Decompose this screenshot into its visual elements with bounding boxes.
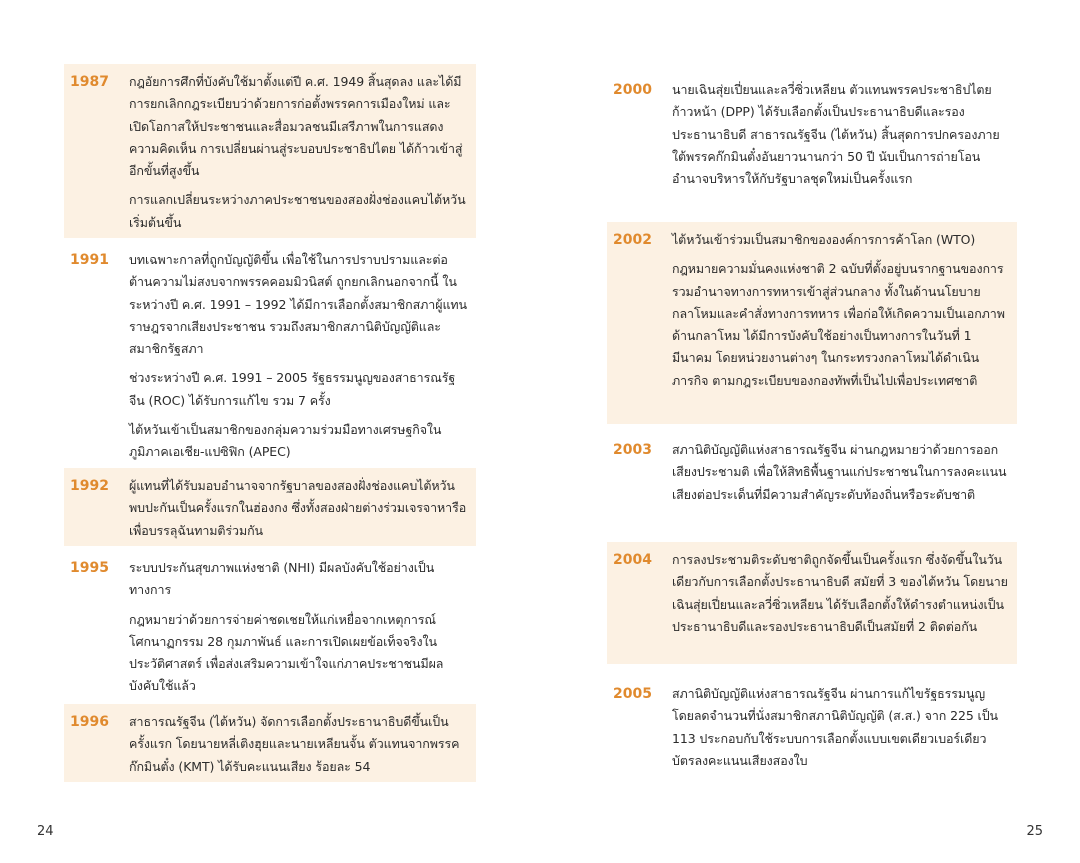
timeline-entry-2000 (607, 72, 1017, 212)
entry-paragraph: สภานิติบัญญัติแห่งสาธารณรัฐจีน ผ่านกฎหมายว่าด้วยการออกเสียงประชามติ เพื่อให้สิทธิพื้นฐานแก่ประชาชนในการลงคะแนนเสียงต่อประเด็นที่มีความสำคัญระดับท้องถิ่นหรือระดับชาติ (672, 442, 1007, 502)
page-number-right: 25 (1026, 824, 1043, 839)
timeline-entry-1995 (64, 550, 476, 700)
entry-paragraph: บทเฉพาะกาลที่ถูกบัญญัติขึ้น เพื่อใช้ในการปราบปรามและต่อต้านความไม่สงบจากพรรคคอมมิวนิสต์ ถูกยกเลิกนอกจากนี้ ในระหว่างปี ค.ศ. 1991 – 1992 ได้มีการเลือกตั้งสมาชิกสภาผู้แทนราษฎรจากเสียงประชาชน รวมถึงสมาชิกสภานิติบัญญัติและสมาชิกรัฐสภา (129, 252, 467, 357)
entry-year: 1987 (70, 74, 109, 90)
timeline-entry-1991 (64, 242, 476, 464)
entry-year: 2000 (613, 82, 652, 98)
entry-paragraph: กฎอัยการศึกที่บังคับใช้มาตั้งแต่ปี ค.ศ. 1949 สิ้นสุดลง และได้มีการยกเลิกกฎระเบียบว่าด้วยการก่อตั้งพรรคการเมืองใหม่ และเปิดโอกาสให้ประชาชนและสื่อมวลชนมีเสรีภาพในการแสดงความคิดเห็น การเปลี่ยนผ่านสู่ระบอบประชาธิปไตย ได้ก้าวเข้าสู่อีกขั้นที่สูงขึ้น (129, 74, 463, 179)
timeline-entry-1992 (64, 468, 476, 546)
entry-paragraph: นายเฉินสุ่ยเปี่ยนและลวี่ซิ่วเหลียน ตัวแทนพรรคประชาธิปไตยก้าวหน้า (DPP) ได้รับเลือกตั้งเป็นประธานาธิบดีและรองประธานาธิบดี สาธารณรัฐจีน (ไต้หวัน) สิ้นสุดการปกครองภายใต้พรรคก๊กมินตั๋งอันยาวนานกว่า 50 ปี นับเป็นการถ่ายโอนอำนาจบริหารให้กับรัฐบาลชุดใหม่เป็นครั้งแรก (672, 82, 1000, 187)
entry-year: 1995 (70, 560, 109, 576)
entry-paragraph: ช่วงระหว่างปี ค.ศ. 1991 – 2005 รัฐธรรมนูญของสาธารณรัฐจีน (ROC) ได้รับการแก้ไข รวม 7 ครั้ง (129, 370, 456, 408)
entry-paragraph: กฎหมายความมั่นคงแห่งชาติ 2 ฉบับที่ตั้งอยู่บนรากฐานของการรวมอำนาจทางการทหารเข้าสู่ส่วนกลาง ทั้งในด้านนโยบายกลาโหมและคำสั่งทางการทหาร เพื่อก่อให้เกิดความเป็นเอกภาพด้านกลาโหม ได้มีการบังคับใช้อย่างเป็นทางการในวันที่ 1 มีนาคม โดยหน่วยงานต่างๆ ในกระทรวงกลาโหมได้ดำเนินภารกิจ ตามกฎระเบียบของกองทัพที่เป็นไปเพื่อประเทศชาติ (672, 261, 1005, 388)
entry-paragraph: สภานิติบัญญัติแห่งสาธารณรัฐจีน ผ่านการแก้ไขรัฐธรรมนูญ โดยลดจำนวนที่นั่งสมาชิกสภานิติบัญญัติ (ส.ส.) จาก 225 เป็น 113 ประกอบกับใช้ระบบการเลือกตั้งแบบเขตเดียวเบอร์เดียว บัตรลงคะแนนเสียงสองใบ (672, 686, 998, 768)
entry-paragraph: การลงประชามติระดับชาติถูกจัดขึ้นเป็นครั้งแรก ซึ่งจัดขึ้นในวันเดียวกับการเลือกตั้งประธานาธิบดี สมัยที่ 3 ของไต้หวัน โดยนายเฉินสุ่ยเปี่ยนและลวี่ซิ่วเหลียน ได้รับเลือกตั้งให้ดำรงตำแหน่งเป็นประธานาธิบดีและรองประธานาธิบดีเป็นสมัยที่ 2 ติดต่อกัน (672, 552, 1008, 634)
entry-paragraph: ระบบประกันสุขภาพแห่งชาติ (NHI) มีผลบังคับใช้อย่างเป็นทางการ (129, 560, 435, 598)
entry-paragraph: การแลกเปลี่ยนระหว่างภาคประชาชนของสองฝั่งช่องแคบไต้หวัน เริ่มต้นขึ้น (129, 192, 466, 230)
entry-year: 2003 (613, 442, 652, 458)
timeline-entry-1987 (64, 64, 476, 238)
entry-paragraph: ไต้หวันเข้าร่วมเป็นสมาชิกขององค์การการค้าโลก (WTO) (672, 232, 976, 247)
entry-year: 1996 (70, 714, 109, 730)
timeline-entry-2003 (607, 432, 1017, 532)
entry-year: 2004 (613, 552, 652, 568)
timeline-entry-2005 (607, 676, 1017, 776)
entry-paragraph: ไต้หวันเข้าเป็นสมาชิกของกลุ่มความร่วมมือทางเศรษฐกิจในภูมิภาคเอเชีย-แปซิฟิก (APEC) (129, 422, 442, 460)
timeline-entry-1996 (64, 704, 476, 782)
entry-year: 2002 (613, 232, 652, 248)
timeline-entry-2004 (607, 542, 1017, 664)
entry-year: 1992 (70, 478, 109, 494)
entry-paragraph: ผู้แทนที่ได้รับมอบอำนาจจากรัฐบาลของสองฝั่งช่องแคบไต้หวัน พบปะกันเป็นครั้งแรกในฮ่องกง ซึ่งทั้งสองฝ่ายต่างร่วมเจรจาหารือ เพื่อบรรลุฉันทามติร่วมกัน (129, 478, 467, 538)
page-number-left: 24 (37, 824, 54, 839)
entry-paragraph: สาธารณรัฐจีน (ไต้หวัน) จัดการเลือกตั้งประธานาธิบดีขึ้นเป็นครั้งแรก โดยนายหลี่เติงฮุยและนายเหลียนจั้น ตัวแทนจากพรรคก๊กมินตั๋ง (KMT) ได้รับคะแนนเสียง ร้อยละ 54 (129, 714, 460, 774)
timeline-entry-2002 (607, 222, 1017, 424)
entry-paragraph: กฎหมายว่าด้วยการจ่ายค่าชดเชยให้แก่เหยื่อจากเหตุการณ์โศกนาฏกรรม 28 กุมภาพันธ์ และการเปิดเผยข้อเท็จจริงในประวัติศาสตร์ เพื่อส่งเสริมความเข้าใจแก่ภาคประชาชนมีผลบังคับใช้แล้ว (129, 611, 444, 694)
entry-year: 2005 (613, 686, 652, 702)
entry-year: 1991 (70, 252, 109, 268)
